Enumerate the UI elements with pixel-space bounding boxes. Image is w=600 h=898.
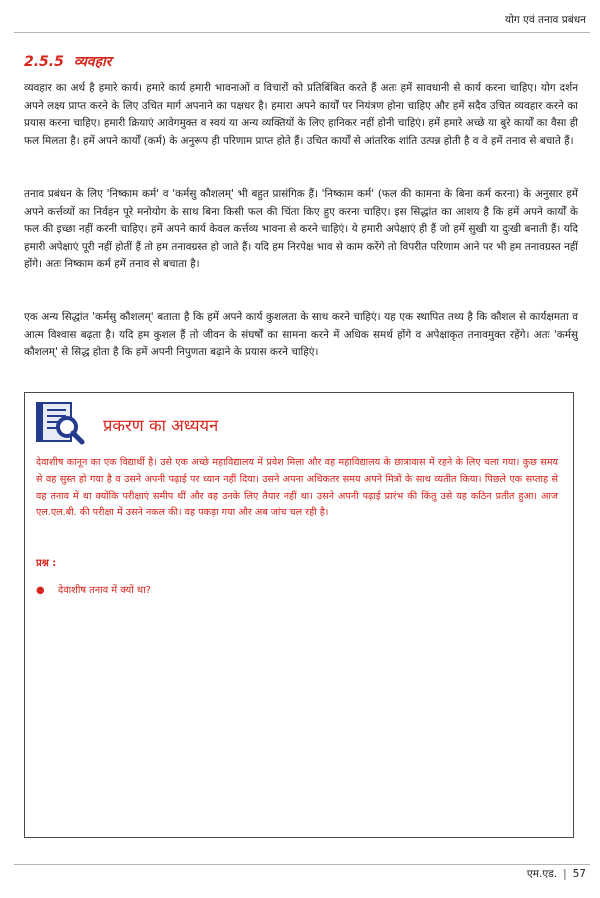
page-footer	[527, 867, 586, 881]
running-header: योग एवं तनाव प्रबंधन	[504, 14, 586, 26]
section-heading	[24, 52, 111, 71]
case-study-box	[24, 392, 574, 838]
question-item	[36, 583, 151, 596]
paragraph: एक अन्य सिद्धांत 'कर्मसु कौशलम्' बताता है कि हमें अपने कार्य कुशलता के साथ करने चाहिएं। यह एक स्थापित तथ्य है कि कौशल से कार्यक्षमता व आत्म विश्वास बढ़ता है। यदि हम कुशल हैं तो जीवन के संघर्षों का सामना करने में अधिक समर्थ होंगे व अपेक्षाकृत तनावमुक्त रहेंगे। अतः 'कर्मसु कौशलम्' से सिद्ध होता है कि हमें अपनी निपुणता बढ़ाने के प्रयास करने चाहिएं।	[24, 311, 578, 358]
page-number: 57	[572, 868, 586, 880]
paragraph: तनाव प्रबंधन के लिए 'निष्काम कर्म' व 'कर्मसु कौशलम्' भी बहुत प्रासंगिक हैं। 'निष्काम कर्म' (फल की कामना के बिना कर्म करना) के अनुसार हमें अपने कर्त्तव्यों का निर्वहन पूरे मनोयोग के साथ बिना किसी फल की चिंता किए हुए करना चाहिए। इस सिद्धांत का आशय है कि हमें अपने कार्यों के फल की इच्छा नहीं करनी चाहिए। हमें अपने कार्य केवल कर्त्तव्य भावना से करने चाहिएं। ये हमारी अपेक्षाएं ही हैं जो हमें सुखी या दुःखी बनाती हैं। यदि हमारी अपेक्षाएं पूरी नहीं होतीं हैं तो हम तनावग्रस्त हो जाते हैं। यदि हम निरपेक्ष भाव से काम करेंगे तो विपरीत परिणाम आने पर भी हम तनावग्रस्त नहीं होंगे। अतः निष्काम कर्म हमें तनाव से बचाता है।	[24, 188, 578, 270]
question-text: देवाशीष तनाव में क्यों था?	[58, 585, 151, 596]
footer-divider	[14, 864, 590, 865]
case-study-text: देवाशीष कानून का एक विद्यार्थी है। उसे एक अच्छे महाविद्यालय में प्रवेश मिला और वह महाविद्यालय के छात्रावास में रहने के लिए चला गया। कुछ समय से वह सुस्त हो गया है व उसने अपनी पढ़ाई पर ध्यान नहीं दिया। उसने अपना अधिकतर समय अपने मित्रों के साथ व्यतीत किया। पिछले एक सप्ताह से वह तनाव में था क्योंकि परीक्षाएं समीप थीं और वह उनके लिए तैयार नहीं था। उसने अपनी पढ़ाई प्रारंभ की किंतु उसे यह कठिन प्रतीत हुआ। आज एल.एल.बी. की परीक्षा में उसने नकल की। वह पकड़ा गया और अब जांच चल रही है।	[36, 457, 558, 519]
section-number: 2.5.5	[24, 54, 64, 70]
footer-separator: |	[563, 868, 567, 880]
course-label: एम.एड.	[526, 868, 558, 880]
header-divider	[14, 32, 590, 33]
bullet-icon: ●	[36, 585, 45, 596]
paragraph: व्यवहार का अर्थ है हमारे कार्य। हमारे कार्य हमारी भावनाओं व विचारों को प्रतिबिंबित करते हैं अतः हमें सावधानी से कार्य करना चाहिए। योग दर्शन अपने लक्ष्य प्राप्त करने के लिए उचित मार्ग अपनाने का पक्षधर है। हमारा अपने कार्यों पर नियंत्रण होना चाहिए और हमें सदैव उचित व्यवहार करने का प्रयास करना चाहिए। हमारी क्रियाएं आवेगमुक्त व स्वयं या अन्य व्यक्तियों के लिए हानिकर नहीं होनी चाहिएं। हमें हमारे अच्छे या बुरे कार्यों का वैसा ही फल मिलता है। हमें अपने कार्यों (कर्म) के अनुरूप ही परिणाम प्राप्त होते हैं। उचित कार्यों से आंतरिक शांति उत्पन्न होती है व वे हमें तनाव से बचाते हैं।	[24, 82, 578, 147]
section-title: व्यवहार	[73, 54, 112, 70]
case-study-title: प्रकरण का अध्ययन	[103, 416, 219, 435]
document-magnifier-icon	[35, 401, 85, 445]
question-label: प्रश्न :	[36, 558, 57, 569]
